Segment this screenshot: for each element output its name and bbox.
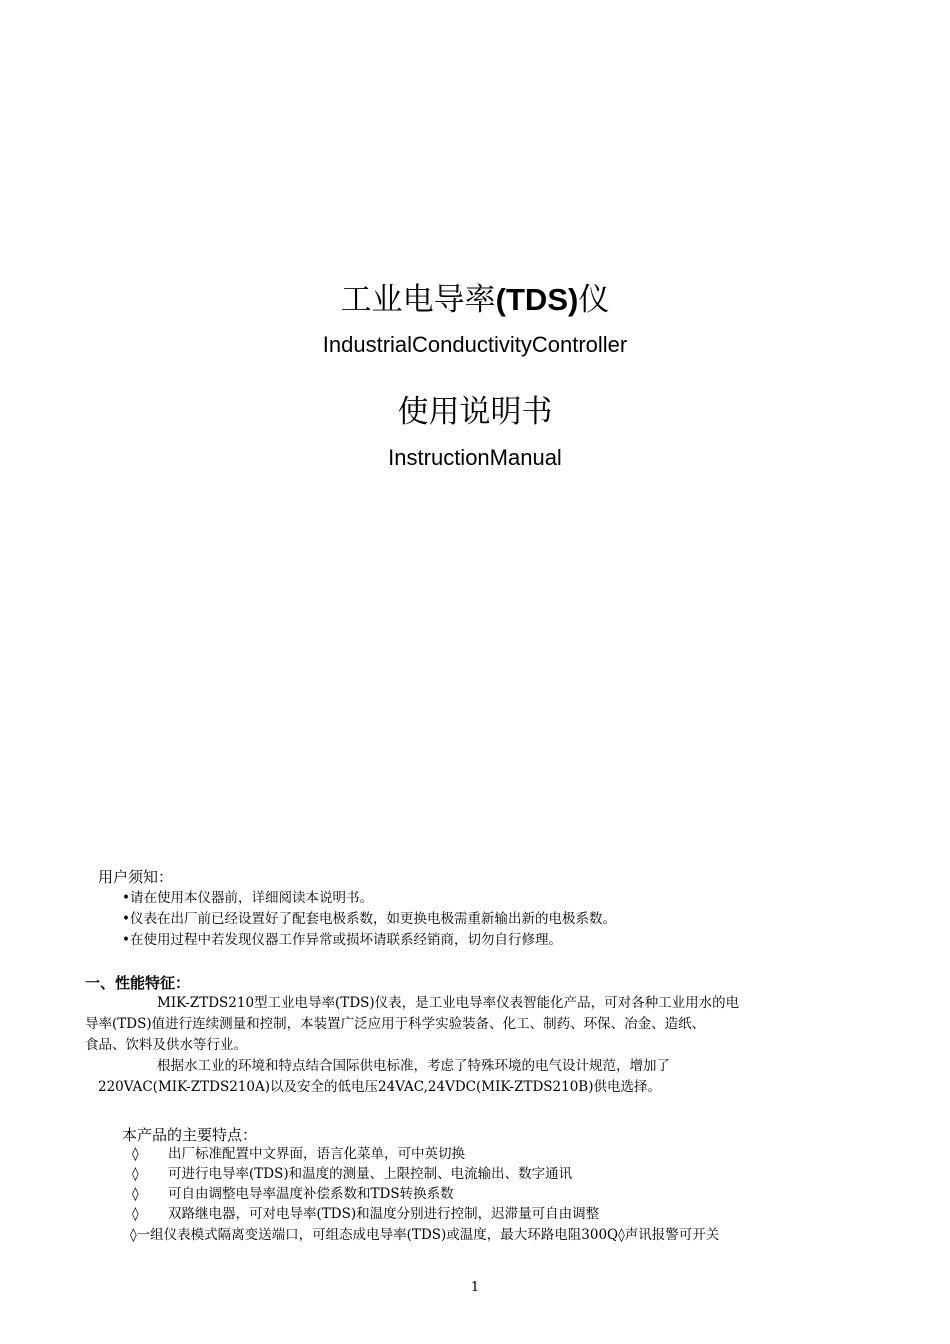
document-title-cn (0, 280, 950, 320)
paragraph-line: 根据水工业的环境和特点结合国际供电标准，考虑了特殊环境的电气设计规范，增加了 (157, 1058, 670, 1074)
notice-item: •在使用过程中若发现仪器工作异常或损坏请联系经销商，切勿自行修理。 (122, 932, 562, 948)
paragraph-line: 220VAC(MIK-ZTDS210A)以及安全的低电压24VAC,24VDC(MIK-ZTDS210B)供电选择。 (98, 1079, 661, 1095)
diamond-bullet-icon: ◊ (132, 1166, 139, 1182)
section-heading-performance: 一、性能特征： (85, 975, 191, 992)
feature-item (132, 1164, 572, 1185)
feature-text: 可进行电导率(TDS)和温度的测量、上限控制、电流输出、数字通讯 (168, 1166, 573, 1182)
paragraph-line: 食品、饮料及供水等行业。 (85, 1037, 247, 1053)
feature-item (132, 1184, 454, 1205)
title-cn-tail: 仪 (578, 282, 610, 317)
feature-text: 可自由调整电导率温度补偿系数和TDS转换系数 (168, 1186, 454, 1202)
notice-item: •请在使用本仪器前，详细阅读本说明书。 (122, 890, 373, 906)
manual-title-en: InstructionManual (388, 445, 562, 470)
manual-title-cn: 使用说明书 (397, 394, 553, 429)
diamond-bullet-icon: ◊ (132, 1206, 139, 1222)
paragraph-line: 导率(TDS)值进行连续测量和控制，本装置广泛应用于科学实验装备、化工、制药、环保、冶金、造纸、 (85, 1016, 706, 1032)
page-number: 1 (470, 1280, 480, 1295)
feature-item-last: ◊一组仪表模式隔离变送端口，可组态成电导率(TDS)或温度，最大环路电阻300Q◊声讯报警可开关 (130, 1227, 720, 1243)
notice-item: •仪表在出厂前已经设置好了配套电极系数，如更换电极需重新输出新的电极系数。 (122, 911, 616, 927)
title-cn-main: 工业电导率 (340, 282, 496, 317)
diamond-bullet-icon: ◊ (132, 1146, 139, 1162)
diamond-bullet-icon: ◊ (132, 1186, 139, 1202)
paragraph-line: MIK-ZTDS210型工业电导率(TDS)仪表，是工业电导率仪表智能化产品，可对各种工业用水的电 (157, 995, 740, 1011)
feature-text: 出厂标准配置中文界面，语言化菜单，可中英切换 (168, 1146, 465, 1162)
feature-item (132, 1204, 599, 1225)
notice-heading: 用户须知： (98, 869, 174, 886)
features-heading: 本产品的主要特点： (122, 1127, 258, 1144)
feature-text: 双路继电器，可对电导率(TDS)和温度分别进行控制，迟滞量可自由调整 (168, 1206, 600, 1222)
title-cn-tds: (TDS) (495, 282, 579, 317)
feature-item (132, 1144, 465, 1165)
document-title-en: IndustrialConductivityController (322, 332, 628, 357)
